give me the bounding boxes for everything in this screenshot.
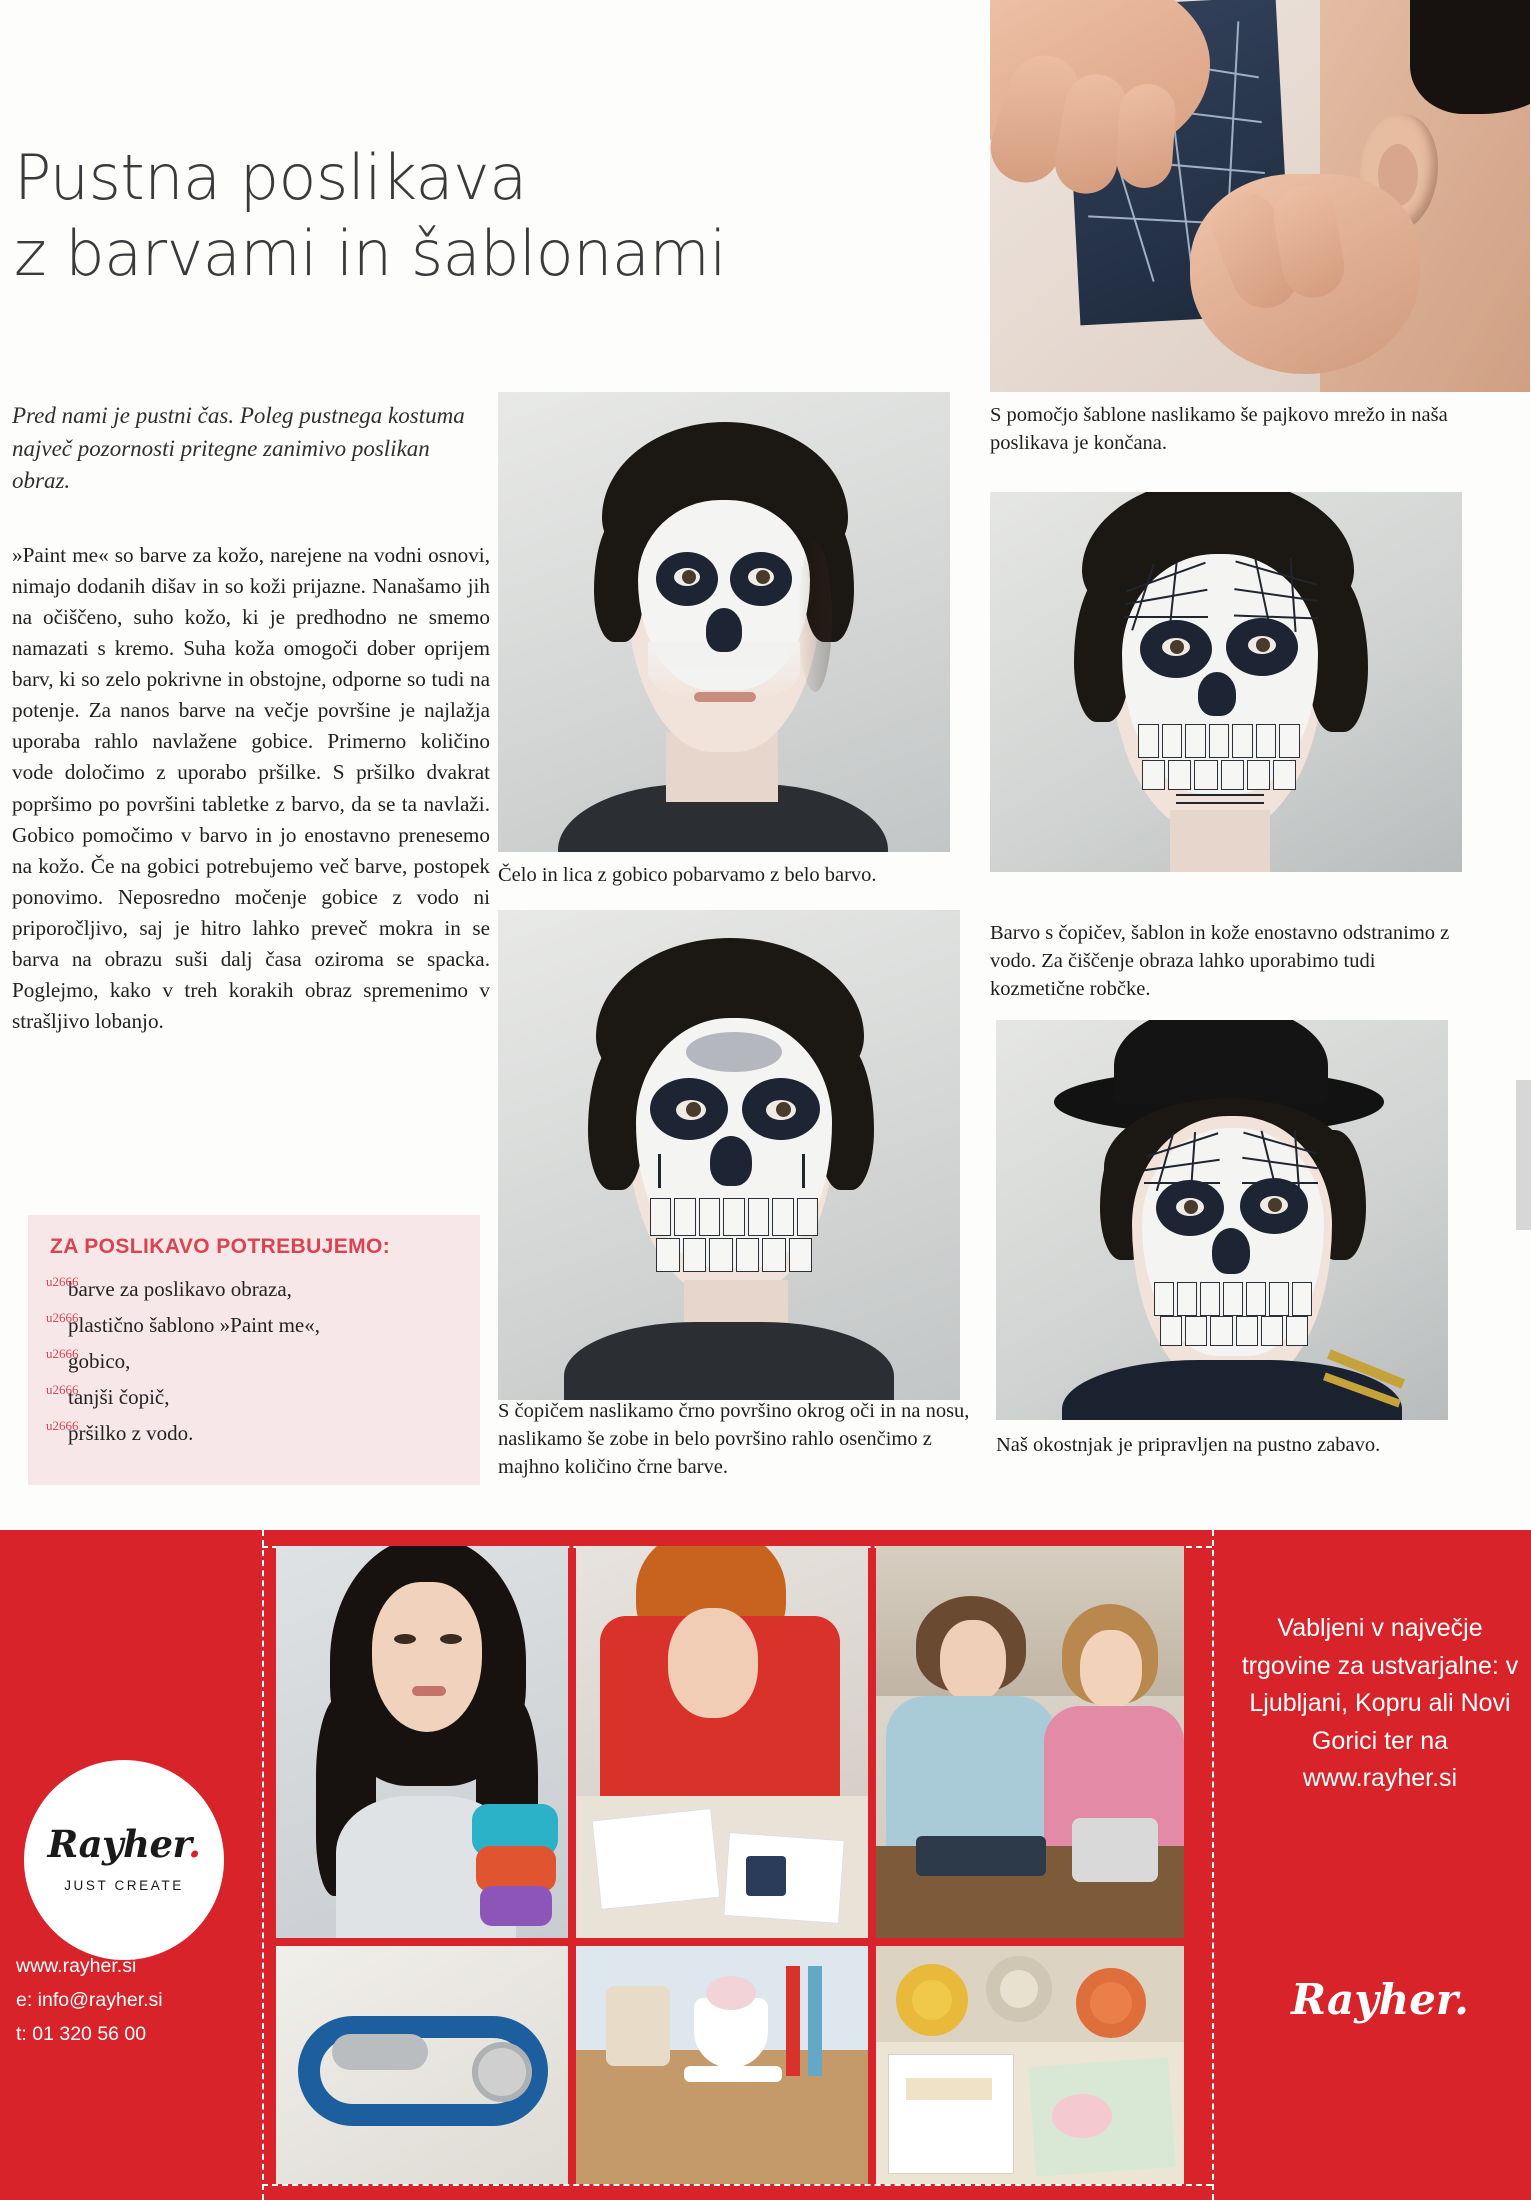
ad-photo-ribbons-boxes	[876, 1946, 1184, 2184]
ad-rayher-logo-right: Rayher.	[1291, 1975, 1469, 2024]
ad-invitation-text: Vabljeni v največje trgovine za ustvarjalne: v Ljubljani, Kopru ali Novi Gorici ter na www.rayher.si	[1241, 1614, 1519, 1792]
photo-step3-content	[990, 492, 1462, 872]
photo-final	[996, 1020, 1448, 1420]
list-item: u2666 tanjši čopič,	[68, 1379, 480, 1415]
advertisement-banner	[0, 1530, 1531, 2200]
rayher-logo-word	[24, 1822, 224, 1866]
ad-photo-grid	[268, 1546, 1208, 2184]
ad-photo-bracelet-closeup	[276, 1946, 568, 2184]
list-item: u2666 barve za poslikavo obraza,	[68, 1271, 480, 1307]
intro-paragraph: Pred nami je pustni čas. Poleg pustnega kostuma največ pozornosti pritegne zanimivo poslikan obraz.	[12, 403, 465, 494]
ad-phone: t: 01 320 56 00	[16, 2022, 147, 2045]
photo-stencil-hands-content	[990, 0, 1530, 392]
rayher-logo-text: Rayher	[47, 1822, 189, 1866]
photo-stencil-hands	[990, 0, 1530, 392]
body-paragraph: »Paint me« so barve za kožo, narejene na vodni osnovi, nimajo dodanih dišav in so koži prijazne. Nanašamo jih na očiščeno, suho kožo, ki je predhodno ne smemo namazati s kremo. Suha koža omogoči dober oprijem barv, ki so zelo pokrivne in obstojne, odporne so tudi na potenje. Za nanos barve na večje površine je najlažja uporaba rahlo navlažene gobice. Primerno količino vode določimo z uporabo pršilke. S pršilko dvakrat popršimo po površini tabletke z barvo, da se ta navlaži. Gobico pomočimo v barvo in jo enostavno prenesemo na kožo. Če na gobici potrebujemo več barve, postopek ponovimo. Neposredno močenje gobice z vodo ni priporočljivo, saj je hitro lahko preveč mokra in se barva na obrazu suši dalj časa oziroma se spacka. Poglejmo, kako v treh korakih obraz spremenimo v strašljivo lobanjo.	[12, 543, 490, 1033]
photo-step1	[498, 392, 950, 852]
caption-cleanup: Barvo s čopičev, šablon in kože enostavno odstranimo z vodo. Za čiščenje obraza lahko uporabimo tudi kozmetične robčke.	[990, 922, 1450, 1000]
caption-stencil: S pomočjo šablone naslikamo še pajkovo mrežo in naša poslikava je končana.	[990, 404, 1448, 454]
materials-box	[28, 1215, 480, 1485]
rayher-logo-tagline: JUST CREATE	[64, 1878, 184, 1893]
list-item: u2666 pršilko z vodo.	[68, 1415, 480, 1451]
page-title	[14, 140, 914, 291]
ad-email[interactable]: e: info@rayher.si	[16, 1988, 163, 2011]
ad-photo-dessert-decor	[576, 1946, 868, 2184]
materials-list	[28, 1271, 480, 1452]
page-title-line2: z barvami in šablonami	[14, 216, 727, 290]
photo-step1-content	[498, 392, 950, 852]
ad-photo-girl-bracelets	[276, 1546, 568, 1938]
ad-photo-cardmaking	[576, 1546, 868, 1938]
photo-step3	[990, 492, 1462, 872]
ad-photo-two-women	[876, 1546, 1184, 1938]
ad-website[interactable]: www.rayher.si	[16, 1955, 137, 1977]
list-item: u2666 plastično šablono »Paint me«,	[68, 1307, 480, 1343]
caption-step2: S čopičem naslikamo črno površino okrog oči in na nosu, naslikamo še zobe in belo površino rahlo osenčimo z majhno količino črne barve.	[498, 1400, 970, 1478]
photo-step2-content	[498, 910, 960, 1400]
page-title-line1: Pustna poslikava	[14, 141, 527, 214]
rayher-logo-dot: .	[188, 1822, 201, 1866]
caption-step1: Čelo in lica z gobico pobarvamo z belo barvo.	[498, 864, 877, 886]
materials-heading: ZA POSLIKAVO POTREBUJEMO:	[50, 1235, 391, 1258]
ad-contact-block	[16, 1950, 266, 2052]
page-edge-mark	[1516, 1080, 1531, 1230]
hat-crown	[1114, 1020, 1328, 1104]
rayher-logo	[24, 1760, 224, 1960]
list-item: u2666 gobico,	[68, 1343, 480, 1379]
caption-final: Naš okostnjak je pripravljen na pustno zabavo.	[996, 1434, 1381, 1456]
photo-step2	[498, 910, 960, 1400]
photo-final-content	[996, 1020, 1448, 1420]
